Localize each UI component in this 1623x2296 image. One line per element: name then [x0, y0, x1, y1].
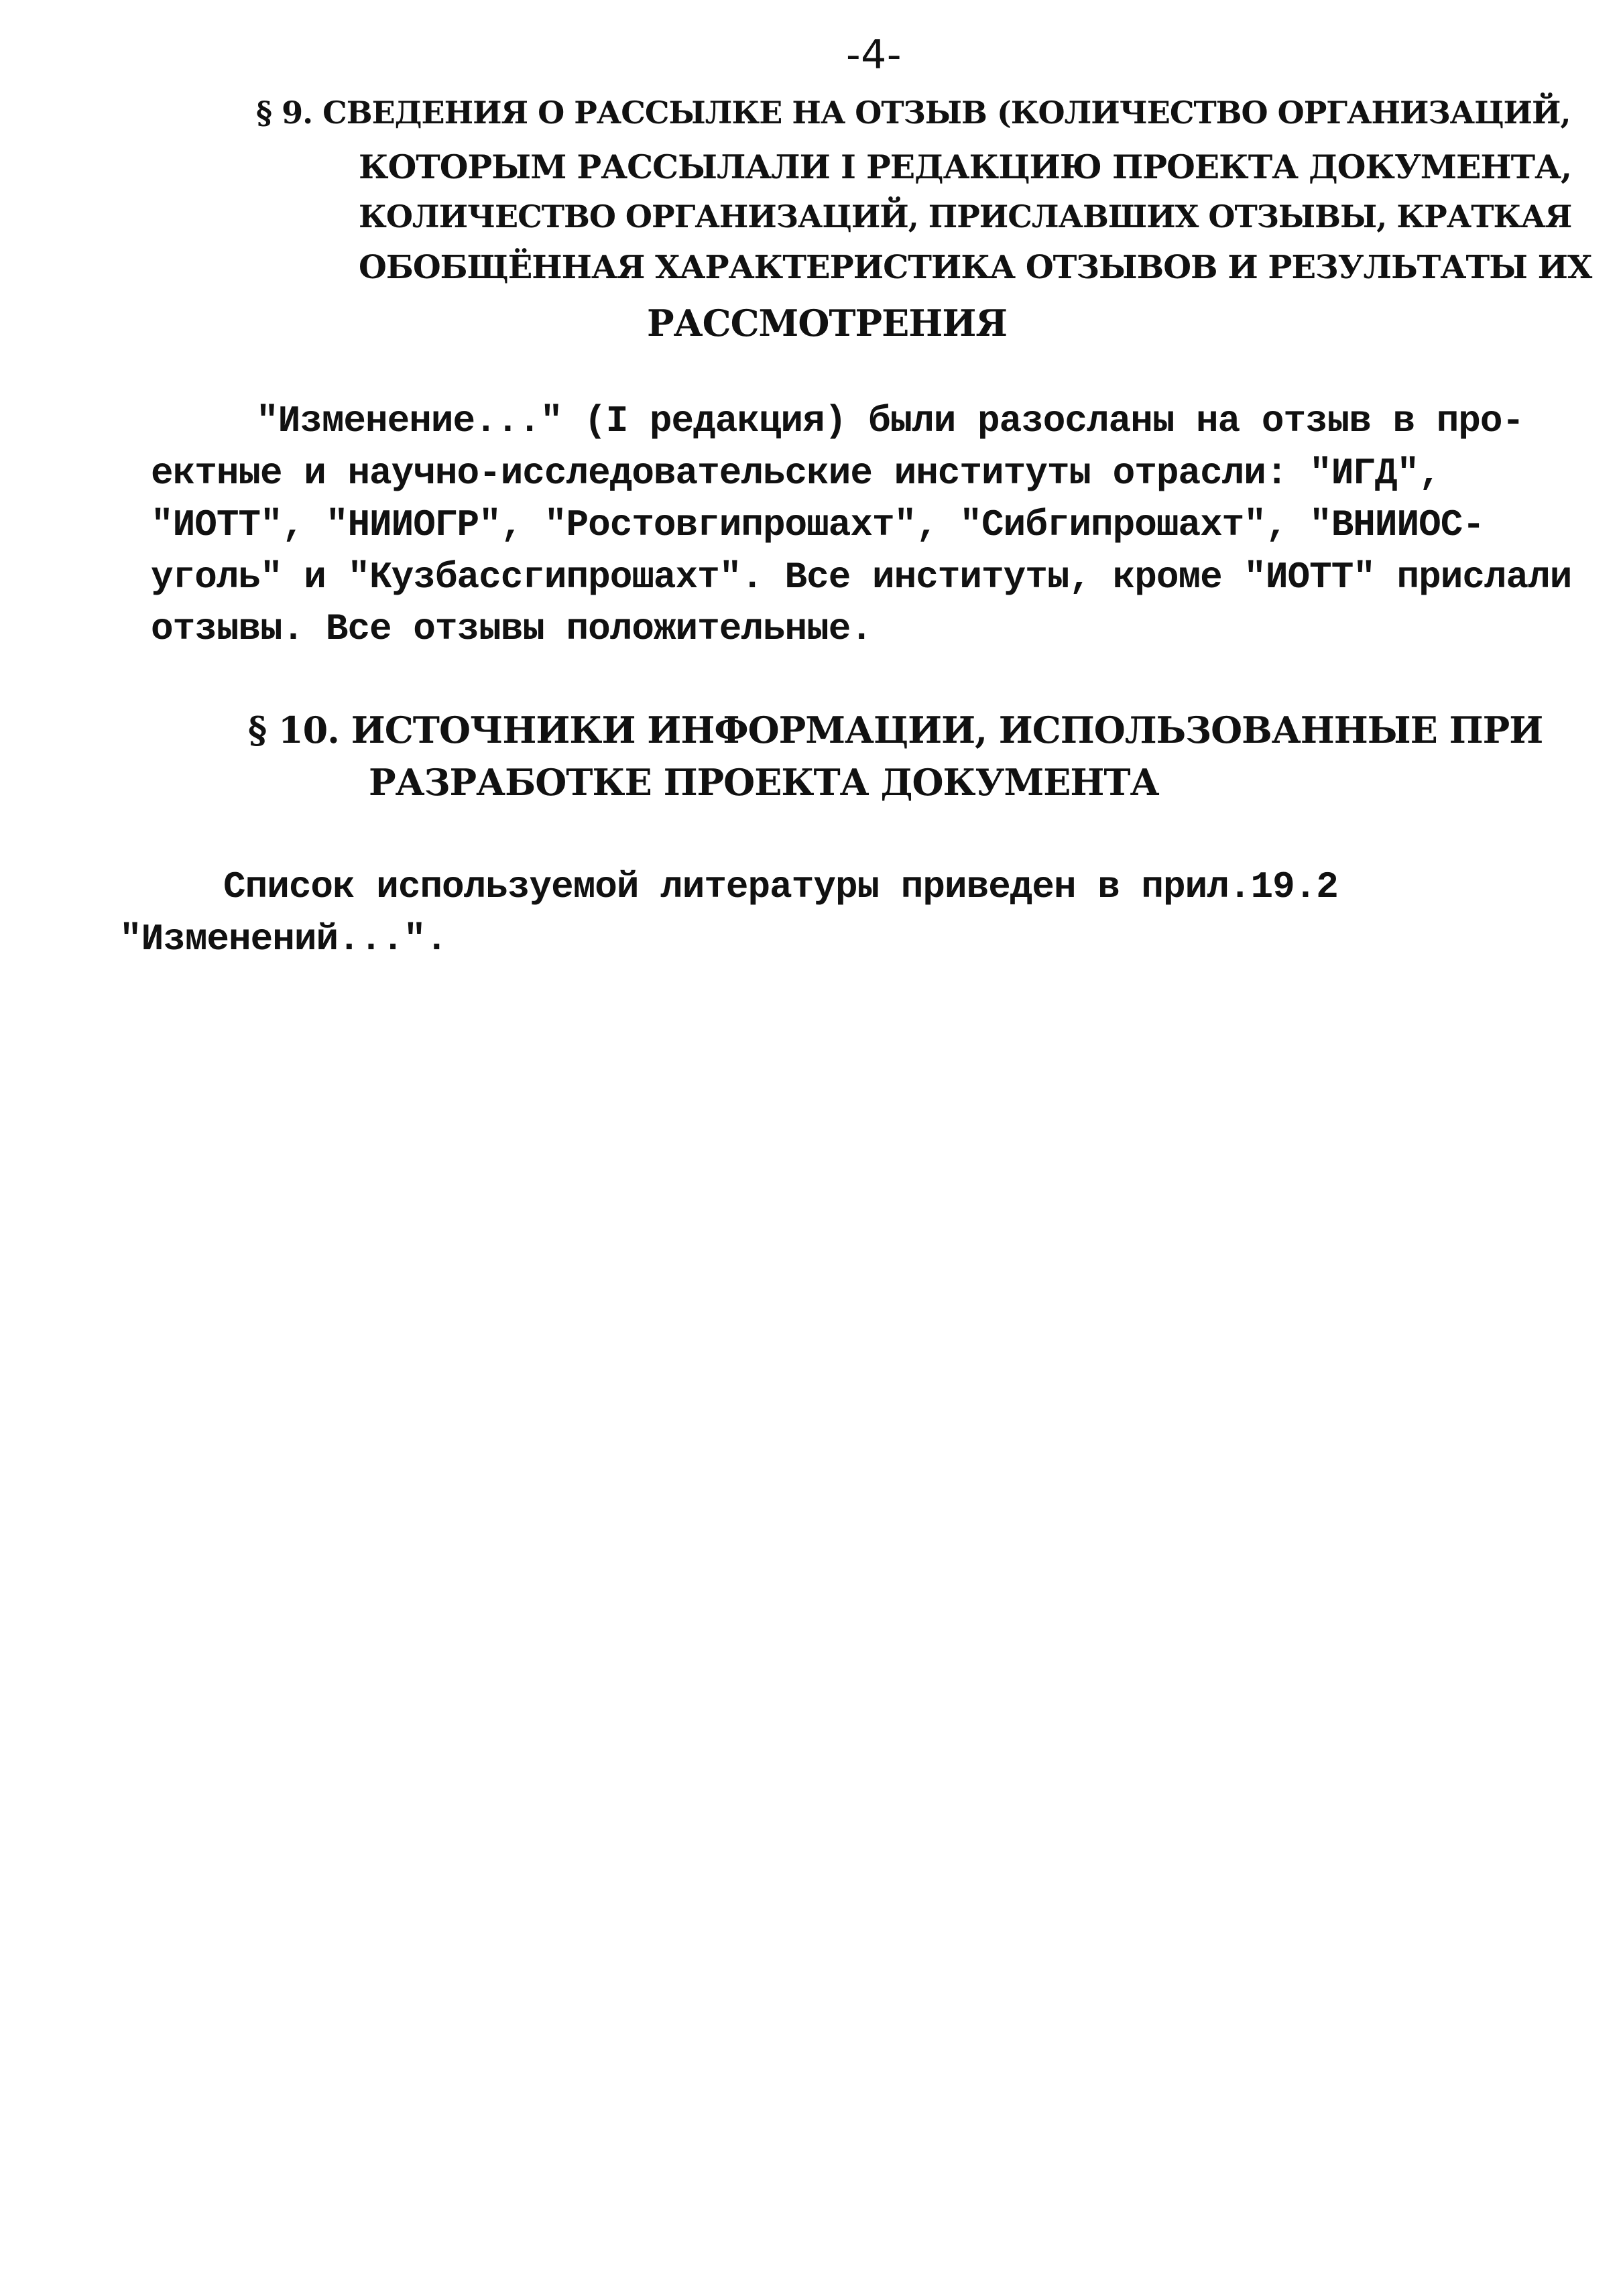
section-10-heading-line-2: РАЗРАБОТКЕ ПРОЕКТА ДОКУМЕНТА — [369, 761, 1159, 804]
section-9-heading-line-2: КОТОРЫМ РАССЫЛАЛИ I РЕДАКЦИЮ ПРОЕКТА ДОКУМЕНТА, — [359, 147, 1572, 186]
section-9-body-line-4: уголь" и "Кузбассгипрошахт". Все институты, кроме "ИОТТ" прислали — [151, 556, 1572, 599]
section-9-heading-line-1: § 9. СВЕДЕНИЯ О РАССЫЛКЕ НА ОТЗЫВ (КОЛИЧЕСТВО ОРГАНИЗАЦИЙ, — [256, 95, 1571, 131]
section-10-body-line-2: "Изменений...". — [119, 918, 448, 961]
page-number: -4- — [846, 32, 902, 78]
section-9-body-line-5: отзывы. Все отзывы положительные. — [151, 607, 872, 650]
section-9-heading-line-5: РАССМОТРЕНИЯ — [647, 302, 1007, 345]
section-10-heading-line-1: § 10. ИСТОЧНИКИ ИНФОРМАЦИИ, ИСПОЛЬЗОВАННЫЕ ПРИ — [248, 709, 1543, 751]
section-10-body-line-1: Список используемой литературы приведен в прил.19.2 — [223, 865, 1338, 908]
section-9-heading-line-3: КОЛИЧЕСТВО ОРГАНИЗАЦИЙ, ПРИСЛАВШИХ ОТЗЫВЫ, КРАТКАЯ — [359, 198, 1572, 235]
section-9-body-line-3: "ИОТТ", "НИИОГР", "Ростовгипрошахт", "Сибгипрошахт", "ВНИИОС- — [151, 503, 1484, 546]
section-9-body-line-2: ектные и научно-исследовательские институты отрасли: "ИГД", — [151, 452, 1441, 495]
section-9-body-line-1: "Изменение..." (I редакция) были разосланы на отзыв в про- — [256, 400, 1524, 442]
section-9-heading-line-4: ОБОБЩЁННАЯ ХАРАКТЕРИСТИКА ОТЗЫВОВ И РЕЗУЛЬТАТЫ ИХ — [359, 249, 1592, 286]
